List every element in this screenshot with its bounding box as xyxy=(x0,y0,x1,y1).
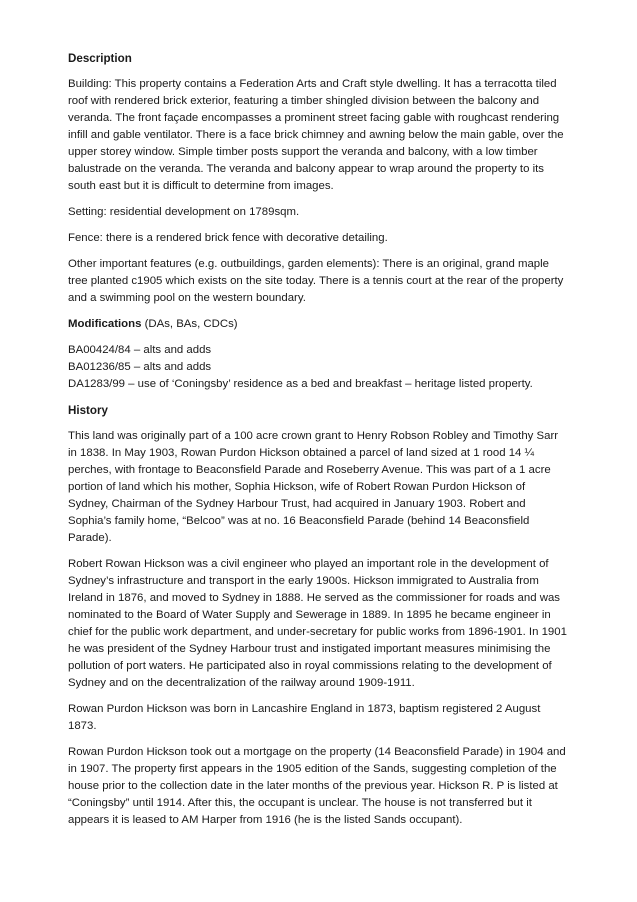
modifications-heading-line xyxy=(68,316,568,333)
history-paragraph: Rowan Purdon Hickson was born in Lancashire England in 1873, baptism registered 2 August 1873. xyxy=(68,703,541,732)
description-heading: Description xyxy=(68,52,132,65)
modification-item: DA1283/99 – use of ‘Coningsby’ residence as a bed and breakfast – heritage listed property. xyxy=(68,378,533,390)
other-features-paragraph: Other important features (e.g. outbuildings, garden elements): There is an original, grand maple tree planted c1905 which exists on the site today. There is a tennis court at the rear of the property and a swimming pool on the western boundary. xyxy=(68,258,564,304)
building-paragraph: Building: This property contains a Federation Arts and Craft style dwelling. It has a terracotta tiled roof with rendered brick exterior, featuring a timber shingled division between the balcony and veranda. The front façade encompasses a prominent street facing gable with roughcast rendering infill and gable ventilator. There is a face brick chimney and awning below the main gable, over the upper storey window. Simple timber posts support the veranda and balcony, with a low timber balustrade on the veranda. The veranda and balcony appear to wrap around the property to its south east but it is difficult to determine from images. xyxy=(68,78,564,192)
modification-item: BA00424/84 – alts and adds xyxy=(68,344,212,356)
history-paragraph: Rowan Purdon Hickson took out a mortgage on the property (14 Beaconsfield Parade) in 1904 and in 1907. The property first appears in the 1905 edition of the Sands, suggesting completion of the house prior to the collection date in the later months of the previous year. Hickson R. P is listed at “Coningsby” until 1914. After this, the occupant is unclear. The house is not transferred but it appears it is leased to AM Harper from 1916 (he is the listed Sands occupant). xyxy=(68,746,566,826)
modifications-heading-suffix: (DAs, BAs, CDCs) xyxy=(141,318,238,330)
document-page xyxy=(68,50,568,838)
history-heading: History xyxy=(68,404,108,417)
modifications-list xyxy=(68,342,568,393)
modifications-heading: Modifications xyxy=(68,318,142,330)
modification-item: BA01236/85 – alts and adds xyxy=(68,361,212,373)
setting-paragraph: Setting: residential development on 1789sqm. xyxy=(68,206,300,218)
history-paragraph: This land was originally part of a 100 acre crown grant to Henry Robson Robley and Timothy Sarr in 1838. In May 1903, Rowan Purdon Hickson obtained a parcel of land sized at 1 rood 14 ¼ perches, with frontage to Beaconsfield Parade and Roseberry Avenue. This was part of a 1 acre portion of land which his mother, Sophia Hickson, wife of Robert Rowan Purdon Hickson of Sydney, Chairman of the Sydney Harbour Trust, had acquired in January 1903. Robert and Sophia’s family home, “Belcoo” was at no. 16 Beaconsfield Parade (behind 14 Beaconsfield Parade). xyxy=(68,430,559,544)
fence-paragraph: Fence: there is a rendered brick fence with decorative detailing. xyxy=(68,232,388,244)
history-paragraph: Robert Rowan Hickson was a civil engineer who played an important role in the development of Sydney’s infrastructure and transport in the early 1900s. Hickson immigrated to Australia from Ireland in 1876, and moved to Sydney in 1888. He served as the commissioner for roads and was nominated to the Board of Water Supply and Sewerage in 1889. In 1895 he became engineer in chief for the public work department, and under-secretary for public works from 1896-1901. In 1901 he was president of the Sydney Harbour trust and instigated important measures minimising the pollution of port waters. He participated also in royal commissions relating to the development of Sydney and on the decentralization of the railway around 1909-1911. xyxy=(68,558,567,689)
